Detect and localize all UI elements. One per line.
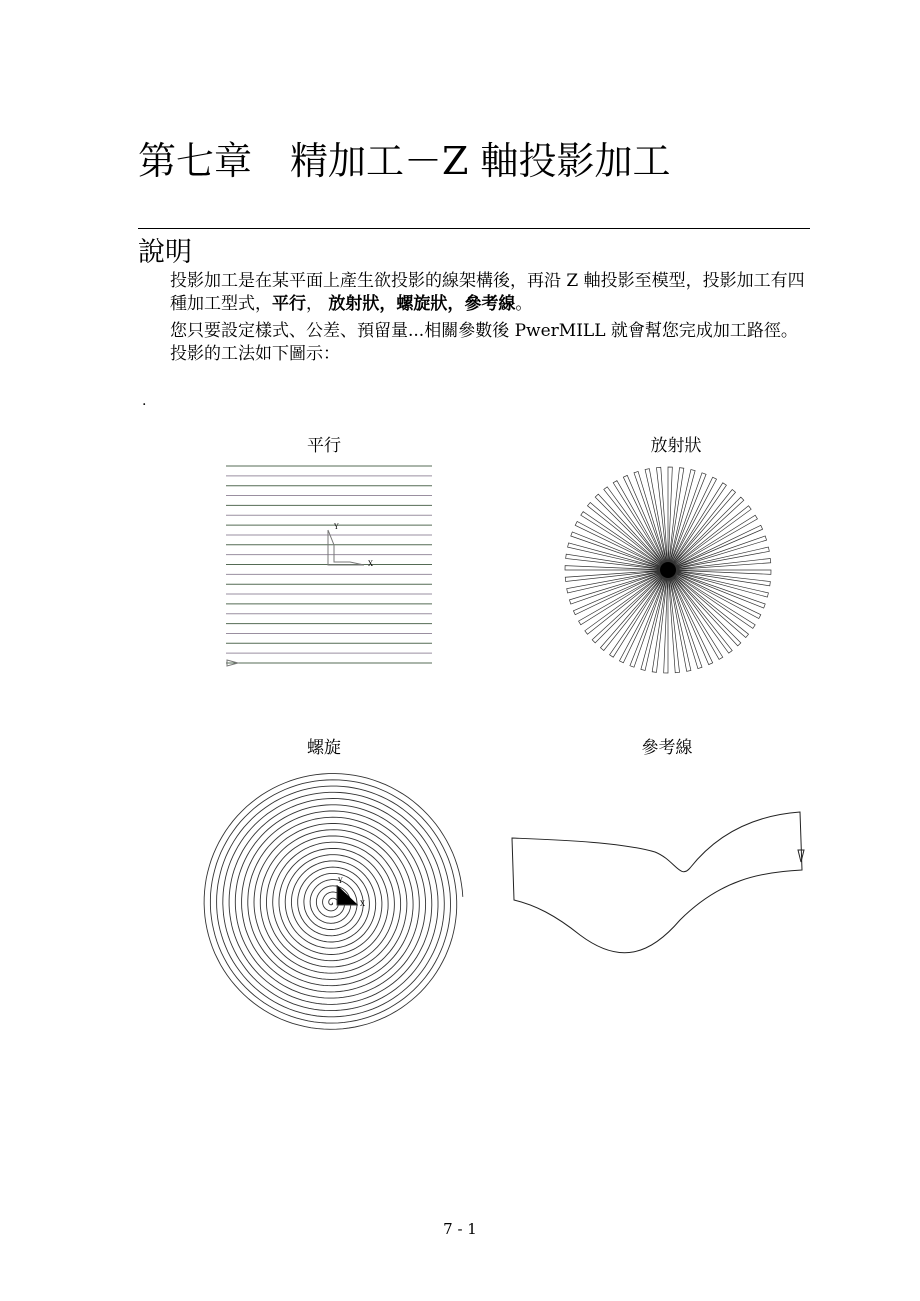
term-radial: 放射狀 — [328, 294, 380, 314]
axis-label-x-spiral: X — [360, 900, 365, 908]
spiral-path — [204, 774, 463, 1030]
axis-label-x: X — [368, 560, 373, 568]
caption-radial: 放射狀 — [650, 436, 702, 456]
sep: ， — [306, 294, 329, 314]
period: 。 — [515, 294, 533, 314]
spiral-toolpath — [204, 774, 463, 1030]
term-parallel: 平行 — [272, 294, 306, 314]
radial-center — [660, 562, 676, 578]
term-reference: 參考線 — [464, 294, 516, 314]
dot-mark: . — [142, 393, 147, 409]
radial-toolpath — [565, 467, 771, 673]
section-heading: 說明 — [138, 237, 192, 268]
caption-parallel: 平行 — [307, 436, 341, 456]
page-number: 7 - 1 — [443, 1220, 477, 1238]
chapter-title: 第七章 精加工－Z 軸投影加工 — [138, 139, 671, 183]
reference-curve-toolpath — [512, 812, 802, 953]
axis-label-y: Y — [334, 523, 339, 531]
term-spiral: 螺旋狀 — [396, 294, 448, 314]
sep: ， — [447, 294, 465, 314]
sep: ， — [379, 294, 397, 314]
instruction-paragraph: 您只要設定樣式、公差、預留量...相關參數後 PwerMILL 就會幫您完成加工路徑。投影的工法如下圖示： — [170, 321, 798, 364]
caption-reference: 參考線 — [641, 738, 693, 758]
axis-label-y-spiral: Y — [338, 877, 343, 885]
intro-text: 投影加工是在某平面上產生欲投影的線架構後，再沿 Z 軸投影至模型，投影加工有四種加工型式， — [170, 271, 805, 314]
caption-spiral: 螺旋 — [307, 738, 341, 758]
